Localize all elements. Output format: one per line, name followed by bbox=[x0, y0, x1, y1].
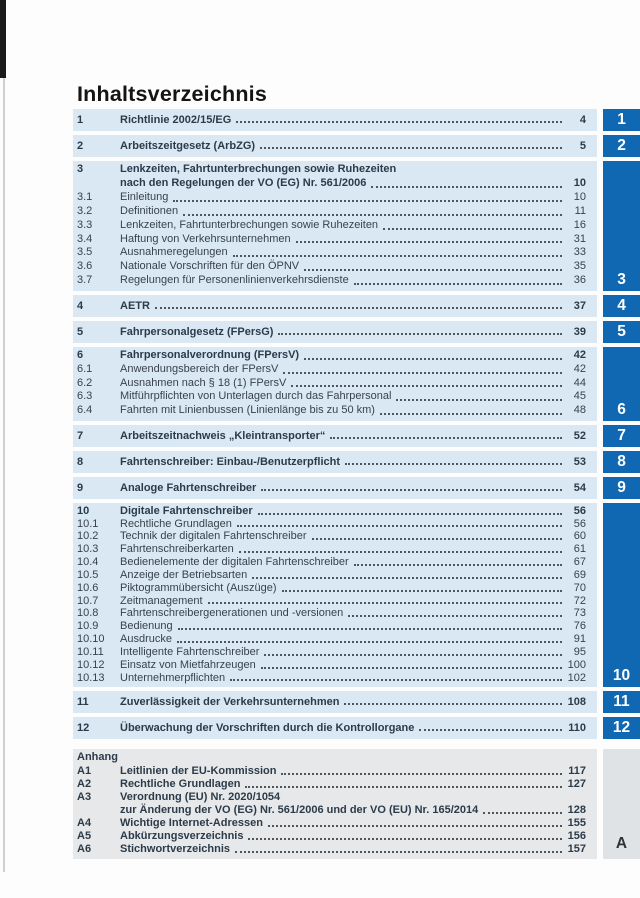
entry-page: 35 bbox=[573, 260, 586, 273]
entry-number: 4 bbox=[77, 300, 84, 313]
toc-entry bbox=[77, 633, 586, 646]
entry-number: 12 bbox=[77, 722, 90, 735]
dot-leader bbox=[304, 358, 562, 360]
entry-number: 10.10 bbox=[77, 633, 105, 646]
edge-tab-label: 7 bbox=[617, 426, 626, 444]
dot-leader bbox=[371, 186, 562, 188]
entry-page: 100 bbox=[567, 658, 586, 671]
toc-entry bbox=[77, 482, 586, 494]
entry-title: Überwachung der Vorschriften durch die Kontrollorgane bbox=[120, 722, 415, 735]
entry-page: 67 bbox=[573, 556, 586, 569]
toc-entry bbox=[77, 620, 586, 633]
toc-entry bbox=[77, 830, 586, 843]
entry-number: 10.8 bbox=[77, 607, 99, 620]
entry-title: Bedienung bbox=[120, 620, 173, 633]
entry-title: Fahrtenschreibergenerationen und -versionen bbox=[120, 607, 344, 620]
entry-title: Haftung von Verkehrsunternehmen bbox=[120, 232, 291, 245]
entry-page: 69 bbox=[573, 568, 586, 581]
dot-leader bbox=[419, 729, 562, 731]
entry-title: Abkürzungsverzeichnis bbox=[120, 830, 244, 843]
edge-tab-8 bbox=[603, 451, 640, 473]
edge-tab-1 bbox=[603, 109, 640, 131]
toc-entry bbox=[77, 140, 586, 152]
entry-page: 73 bbox=[573, 607, 586, 620]
entry-title: Rechtliche Grundlagen bbox=[120, 777, 241, 790]
dot-leader bbox=[178, 628, 562, 630]
edge-tab-label: 12 bbox=[612, 719, 631, 737]
dot-leader bbox=[261, 667, 562, 669]
toc-entry bbox=[77, 363, 586, 377]
entry-title: zur Änderung der VO (EG) Nr. 561/2006 und der VO (EU) Nr. 165/2014 bbox=[120, 803, 479, 816]
entry-number: 3.4 bbox=[77, 232, 93, 245]
toc-entry bbox=[77, 404, 586, 418]
entry-page: 155 bbox=[567, 816, 586, 829]
dot-leader bbox=[260, 147, 562, 149]
entry-number: A5 bbox=[77, 830, 92, 843]
dot-leader bbox=[258, 513, 562, 515]
entry-page: 117 bbox=[568, 764, 586, 777]
dot-leader bbox=[264, 654, 562, 656]
entry-title: Digitale Fahrtenschreiber bbox=[120, 504, 253, 517]
toc-entry bbox=[77, 260, 586, 274]
entry-number: 5 bbox=[77, 326, 84, 339]
dot-leader bbox=[312, 538, 563, 540]
toc-section-6 bbox=[73, 347, 640, 421]
toc-band bbox=[73, 503, 597, 688]
entry-title: nach den Regelungen der VO (EG) Nr. 561/2006 bbox=[120, 176, 367, 189]
edge-tab-7 bbox=[603, 425, 640, 447]
toc-entry bbox=[77, 765, 586, 778]
entry-page: 91 bbox=[573, 633, 586, 646]
dot-leader bbox=[345, 463, 562, 465]
entry-title: Definitionen bbox=[120, 204, 179, 217]
toc-section-2 bbox=[73, 135, 640, 157]
toc-entry bbox=[77, 274, 586, 288]
toc-entry bbox=[77, 778, 586, 791]
edge-tab-5 bbox=[603, 321, 640, 343]
entry-title: Lenkzeiten, Fahrtunterbrechungen sowie Ruhezeiten bbox=[120, 163, 397, 175]
toc-band bbox=[73, 295, 597, 317]
entry-title: Intelligente Fahrtenschreiber bbox=[120, 645, 260, 658]
entry-page: 102 bbox=[567, 671, 586, 684]
entry-number: 10.9 bbox=[77, 620, 99, 633]
toc-entry bbox=[77, 163, 586, 177]
entry-number: 3.5 bbox=[77, 246, 93, 259]
toc-entry bbox=[77, 696, 586, 708]
edge-tab-6 bbox=[603, 347, 640, 421]
toc-section-8 bbox=[73, 451, 640, 473]
entry-page: 108 bbox=[567, 696, 586, 709]
toc-entry bbox=[77, 300, 586, 312]
toc-entry bbox=[77, 530, 586, 543]
dot-leader bbox=[239, 551, 562, 553]
dot-leader bbox=[291, 385, 562, 387]
dot-leader bbox=[245, 786, 562, 788]
dot-leader bbox=[237, 525, 562, 527]
entry-title: Leitlinien der EU-Kommission bbox=[120, 764, 277, 777]
dot-leader bbox=[183, 214, 562, 216]
page-title: Inhaltsverzeichnis bbox=[77, 82, 268, 106]
toc-entry bbox=[77, 191, 586, 205]
entry-title: Nationale Vorschriften für den ÖPNV bbox=[120, 260, 300, 273]
entry-number: 6.3 bbox=[77, 390, 93, 403]
dot-leader bbox=[283, 372, 562, 374]
toc-entry bbox=[77, 233, 586, 247]
toc-entry bbox=[77, 205, 586, 219]
toc-entry bbox=[77, 804, 586, 817]
entry-title: Arbeitszeitnachweis „Kleintransporter“ bbox=[120, 429, 326, 442]
entry-page: 36 bbox=[573, 274, 586, 287]
dot-leader bbox=[155, 307, 562, 309]
dot-leader bbox=[268, 825, 562, 827]
entry-page: 54 bbox=[573, 481, 586, 494]
entry-number bbox=[77, 804, 120, 817]
edge-tab-label: A bbox=[615, 835, 628, 853]
toc-entry bbox=[77, 326, 586, 338]
toc-entry bbox=[77, 390, 586, 404]
entry-title: Verordnung (EU) Nr. 2020/1054 bbox=[120, 790, 281, 803]
dot-leader bbox=[483, 812, 562, 814]
entry-number: 3 bbox=[77, 163, 84, 175]
dot-leader bbox=[248, 838, 562, 840]
edge-tab-4 bbox=[603, 295, 640, 317]
entry-page: 39 bbox=[573, 326, 586, 339]
dot-leader bbox=[281, 773, 562, 775]
toc-section-10 bbox=[73, 503, 640, 688]
entry-number: 6.1 bbox=[77, 362, 93, 375]
dot-leader bbox=[278, 333, 562, 335]
entry-title: Fahrtenschreiberkarten bbox=[120, 543, 234, 556]
entry-number: 1 bbox=[77, 114, 84, 126]
edge-tab-A bbox=[603, 749, 640, 859]
toc-entry bbox=[77, 349, 586, 363]
entry-number: A2 bbox=[77, 777, 92, 790]
toc-band bbox=[73, 691, 597, 713]
dot-leader bbox=[348, 615, 562, 617]
entry-page: 76 bbox=[573, 620, 586, 633]
edge-tab-label: 10 bbox=[612, 667, 631, 685]
entry-number: 3.7 bbox=[77, 274, 93, 287]
toc-entry bbox=[77, 377, 586, 391]
entry-page: 157 bbox=[567, 843, 586, 856]
entry-title: Zuverlässigkeit der Verkehrsunternehmen bbox=[120, 696, 340, 709]
dot-leader bbox=[344, 703, 562, 705]
entry-title: Einleitung bbox=[120, 190, 169, 203]
entry-title: Technik der digitalen Fahrtenschreiber bbox=[120, 530, 307, 543]
entry-page: 48 bbox=[573, 403, 586, 416]
entry-title: Anwendungsbereich der FPersV bbox=[120, 362, 279, 375]
entry-number: 11 bbox=[77, 696, 89, 709]
entry-title: Unternehmerpflichten bbox=[120, 671, 226, 684]
toc-band bbox=[73, 477, 597, 499]
entry-title: AETR bbox=[120, 300, 150, 313]
edge-tab-label: 4 bbox=[617, 297, 626, 315]
toc-entry bbox=[77, 177, 586, 191]
entry-page: 127 bbox=[567, 777, 586, 790]
edge-tab-label: 1 bbox=[617, 111, 626, 128]
entry-number: 10.13 bbox=[77, 671, 105, 684]
entry-number: 3.6 bbox=[77, 260, 93, 273]
entry-title: Fahrpersonalgesetz (FPersG) bbox=[120, 326, 274, 339]
entry-page: 52 bbox=[573, 429, 586, 442]
toc-band bbox=[73, 451, 597, 473]
entry-number: 6.4 bbox=[77, 403, 93, 416]
toc-entry bbox=[77, 751, 586, 764]
dot-leader bbox=[252, 577, 562, 579]
toc-section-12 bbox=[73, 717, 640, 739]
dot-leader bbox=[236, 121, 562, 123]
entry-number: 10.6 bbox=[77, 581, 99, 594]
entry-title: Fahrtenschreiber: Einbau-/Benutzerpflicht bbox=[120, 455, 341, 468]
edge-tab-3 bbox=[603, 161, 640, 291]
entry-page: 5 bbox=[579, 140, 586, 152]
dot-leader bbox=[230, 679, 562, 681]
entry-number: 7 bbox=[77, 429, 84, 442]
entry-page: 128 bbox=[567, 803, 586, 816]
entry-number bbox=[77, 177, 120, 191]
dot-leader bbox=[208, 602, 562, 604]
dot-leader bbox=[282, 590, 562, 592]
entry-number: 3.3 bbox=[77, 218, 93, 231]
entry-title bbox=[120, 751, 121, 764]
entry-number: A1 bbox=[77, 764, 92, 777]
edge-tab-12 bbox=[603, 717, 640, 739]
dot-leader bbox=[177, 641, 562, 643]
entry-title: Bedienelemente der digitalen Fahrtenschreiber bbox=[120, 556, 349, 569]
dot-leader bbox=[330, 437, 562, 439]
toc-section-7 bbox=[73, 425, 640, 447]
toc-section-11 bbox=[73, 691, 640, 713]
toc-band bbox=[73, 347, 597, 421]
entry-title: Regelungen für Personenlinienverkehrsdienste bbox=[120, 274, 349, 287]
toc-section-5 bbox=[73, 321, 640, 343]
edge-tab-2 bbox=[603, 135, 640, 157]
entry-number: 10.1 bbox=[77, 517, 99, 530]
edge-tab-label: 2 bbox=[617, 137, 626, 154]
entry-page: 56 bbox=[573, 504, 586, 517]
scan-edge-mark bbox=[0, 0, 6, 78]
edge-tab-9 bbox=[603, 477, 640, 499]
dot-leader bbox=[354, 283, 562, 285]
entry-title: Ausnahmen nach § 18 (1) FPersV bbox=[120, 376, 287, 389]
toc-entry bbox=[77, 646, 586, 659]
entry-number: 10.7 bbox=[77, 594, 99, 607]
entry-number: 9 bbox=[77, 481, 84, 494]
entry-page: 61 bbox=[573, 543, 586, 556]
dot-leader bbox=[173, 200, 562, 202]
entry-number: 10.2 bbox=[77, 530, 99, 543]
entry-title: Einsatz von Mietfahrzeugen bbox=[120, 658, 256, 671]
entry-title: Rechtliche Grundlagen bbox=[120, 517, 232, 530]
toc-section-9 bbox=[73, 477, 640, 499]
toc-entry bbox=[77, 569, 586, 582]
entry-page: 72 bbox=[573, 594, 586, 607]
dot-leader bbox=[233, 255, 562, 257]
entry-page: 56 bbox=[573, 517, 586, 530]
toc-entry bbox=[77, 543, 586, 556]
entry-page: 4 bbox=[579, 114, 586, 126]
entry-page: 95 bbox=[573, 645, 586, 658]
entry-number: 6 bbox=[77, 349, 84, 362]
toc-entry bbox=[77, 456, 586, 468]
entry-title: Fahrpersonalverordnung (FPersV) bbox=[120, 349, 300, 362]
toc-entry bbox=[77, 505, 586, 518]
entry-page: 10 bbox=[573, 176, 586, 189]
toc-band bbox=[73, 135, 597, 157]
toc-entry bbox=[77, 114, 586, 126]
toc-sections bbox=[73, 109, 640, 859]
toc-band bbox=[73, 321, 597, 343]
entry-number: 8 bbox=[77, 455, 84, 468]
entry-number: 6.2 bbox=[77, 376, 93, 389]
edge-tab-label: 11 bbox=[613, 693, 630, 711]
entry-page: 110 bbox=[568, 722, 586, 735]
entry-number: Anhang bbox=[77, 751, 118, 764]
entry-title: Ausdrucke bbox=[120, 633, 172, 646]
entry-title: Anzeige der Betriebsarten bbox=[120, 568, 248, 581]
entry-number: 10.11 bbox=[77, 645, 104, 658]
scan-edge-line bbox=[3, 0, 5, 872]
dot-leader bbox=[380, 413, 562, 415]
entry-page: 37 bbox=[573, 300, 586, 313]
toc-band bbox=[73, 109, 597, 131]
entry-title: Fahrten mit Linienbussen (Linienlänge bis zu 50 km) bbox=[120, 403, 375, 416]
entry-title: Piktogrammübersicht (Auszüge) bbox=[120, 581, 277, 594]
toc-section-3 bbox=[73, 161, 640, 291]
edge-tab-10 bbox=[603, 503, 640, 688]
toc-entry bbox=[77, 672, 586, 685]
edge-tab-label: 5 bbox=[617, 323, 626, 341]
entry-number: 10.3 bbox=[77, 543, 99, 556]
entry-number: A6 bbox=[77, 843, 92, 856]
entry-number: 10.12 bbox=[77, 658, 105, 671]
dot-leader bbox=[354, 564, 562, 566]
toc-band bbox=[73, 749, 597, 859]
entry-page: 44 bbox=[573, 376, 586, 389]
toc-entry bbox=[77, 556, 586, 569]
entry-page: 33 bbox=[573, 246, 586, 259]
entry-page: 16 bbox=[573, 218, 586, 231]
dot-leader bbox=[383, 228, 562, 230]
toc-entry bbox=[77, 722, 586, 734]
entry-number: 2 bbox=[77, 140, 84, 152]
entry-number: 10 bbox=[77, 504, 90, 517]
entry-title: Ausnahmeregelungen bbox=[120, 246, 228, 259]
toc-entry bbox=[77, 219, 586, 233]
dot-leader bbox=[296, 241, 562, 243]
entry-page: 156 bbox=[567, 830, 586, 843]
toc-band bbox=[73, 161, 597, 291]
entry-title: Mitführpflichten von Unterlagen durch das Fahrpersonal bbox=[120, 390, 392, 403]
dot-leader bbox=[235, 851, 562, 853]
toc-section-4 bbox=[73, 295, 640, 317]
dot-leader bbox=[396, 399, 562, 401]
edge-tab-label: 9 bbox=[617, 478, 626, 496]
edge-tab-11 bbox=[603, 691, 640, 713]
entry-page: 53 bbox=[573, 455, 586, 468]
entry-title: Zeitmanagement bbox=[120, 594, 203, 607]
edge-tab-label: 3 bbox=[617, 271, 626, 289]
toc-entry bbox=[77, 817, 586, 830]
entry-page: 31 bbox=[573, 232, 586, 245]
entry-number: A4 bbox=[77, 816, 92, 829]
toc-entry bbox=[77, 791, 586, 804]
edge-tab-label: 8 bbox=[617, 452, 626, 470]
entry-title: Wichtige Internet-Adressen bbox=[120, 816, 263, 829]
toc-content bbox=[73, 83, 640, 863]
dot-leader bbox=[261, 489, 562, 491]
toc-section-1 bbox=[73, 109, 640, 131]
entry-number: 10.4 bbox=[77, 556, 99, 569]
entry-page: 42 bbox=[573, 349, 586, 362]
entry-page: 11 bbox=[574, 204, 586, 217]
entry-number: A3 bbox=[77, 790, 92, 803]
toc-entry bbox=[77, 430, 586, 442]
entry-page: 42 bbox=[573, 362, 586, 375]
toc-entry bbox=[77, 607, 586, 620]
entry-page: 60 bbox=[573, 530, 586, 543]
toc-band bbox=[73, 717, 597, 739]
entry-title: Stichwortverzeichnis bbox=[120, 843, 231, 856]
toc-entry bbox=[77, 246, 586, 260]
toc-band bbox=[73, 425, 597, 447]
toc-entry bbox=[77, 595, 586, 608]
toc-entry bbox=[77, 843, 586, 856]
entry-number: 10.5 bbox=[77, 568, 99, 581]
toc-entry bbox=[77, 659, 586, 672]
entry-number: 3.1 bbox=[77, 190, 93, 203]
entry-title: Analoge Fahrtenschreiber bbox=[120, 481, 257, 494]
entry-title: Lenkzeiten, Fahrtunterbrechungen sowie Ruhezeiten bbox=[120, 218, 379, 231]
entry-page: 70 bbox=[573, 581, 586, 594]
toc-entry bbox=[77, 518, 586, 531]
entry-title: Richtlinie 2002/15/EG bbox=[120, 114, 232, 126]
entry-page: 45 bbox=[573, 390, 586, 403]
edge-tab-label: 6 bbox=[617, 400, 626, 418]
toc-entry bbox=[77, 582, 586, 595]
entry-title: Arbeitszeitgesetz (ArbZG) bbox=[120, 140, 256, 152]
entry-page: 10 bbox=[573, 190, 586, 203]
toc-section-A bbox=[73, 749, 640, 859]
entry-number: 3.2 bbox=[77, 204, 93, 217]
dot-leader bbox=[304, 269, 562, 271]
